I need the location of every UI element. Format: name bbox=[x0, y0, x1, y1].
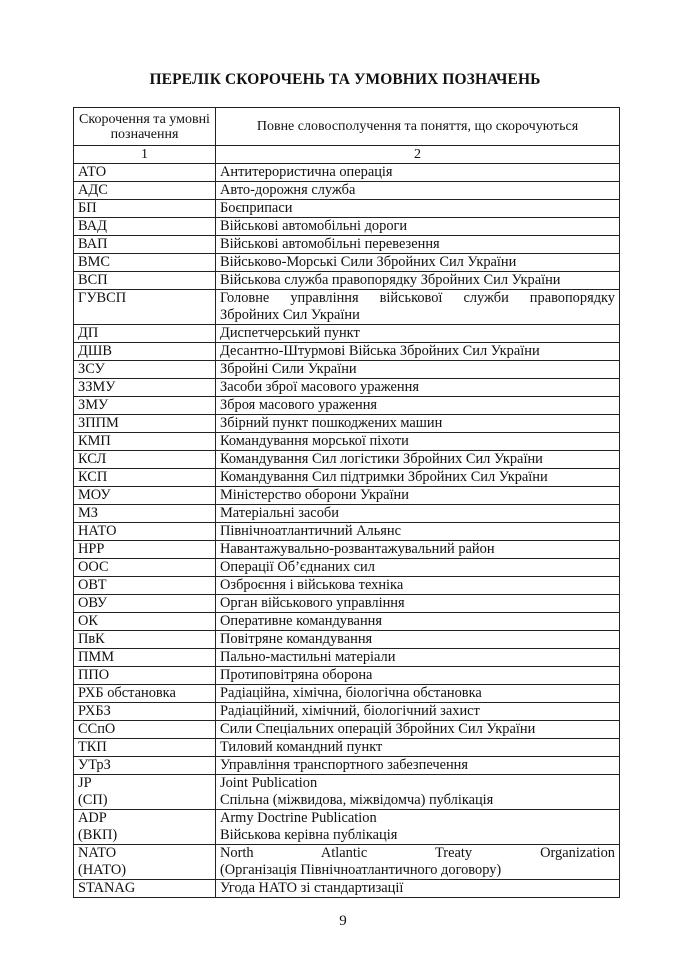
full-term-cell bbox=[216, 505, 620, 523]
full-term-cell bbox=[216, 200, 620, 218]
abbreviation-cell bbox=[74, 541, 216, 559]
abbreviation-text: ЗМУ bbox=[78, 397, 109, 413]
full-term-cell bbox=[216, 397, 620, 415]
full-term-text: Орган військового управління bbox=[220, 595, 405, 611]
full-term-text: North Atlantic Treaty Organization bbox=[220, 845, 615, 861]
full-term-text: Командування морської піхоти bbox=[220, 433, 409, 449]
abbreviation-text: КСЛ bbox=[78, 451, 107, 467]
full-term-text: Командування Сил підтримки Збройних Сил України bbox=[220, 469, 548, 485]
full-term-cell bbox=[216, 272, 620, 290]
full-term-text: Боєприпаси bbox=[220, 200, 293, 216]
full-term-text: Army Doctrine Publication bbox=[220, 810, 377, 826]
abbreviation-cell bbox=[74, 164, 216, 182]
abbreviation-cell bbox=[74, 325, 216, 343]
table-row bbox=[74, 415, 620, 433]
abbreviation-cell bbox=[74, 631, 216, 649]
full-term-text: Зброя масового ураження bbox=[220, 397, 378, 413]
abbreviation-cell bbox=[74, 721, 216, 739]
table-header-row bbox=[74, 108, 620, 146]
table-row bbox=[74, 685, 620, 703]
table-row bbox=[74, 397, 620, 415]
abbreviation-text: ОК bbox=[78, 613, 98, 629]
abbreviation-text: (НАТО) bbox=[78, 862, 127, 878]
abbreviation-text: АДС bbox=[78, 182, 108, 198]
table-row bbox=[74, 775, 620, 810]
table-row bbox=[74, 559, 620, 577]
abbreviation-text: ССпО bbox=[78, 721, 116, 737]
table-row bbox=[74, 739, 620, 757]
abbreviation-cell bbox=[74, 595, 216, 613]
full-term-text: Десантно-Штурмові Війська Збройних Сил України bbox=[220, 343, 540, 359]
abbreviation-cell bbox=[74, 290, 216, 325]
full-term-text: Радіаційний, хімічний, біологічний захист bbox=[220, 703, 480, 719]
table-row bbox=[74, 631, 620, 649]
abbreviation-text: НРР bbox=[78, 541, 105, 557]
abbreviation-text: ПвК bbox=[78, 631, 105, 647]
abbreviation-text: ПММ bbox=[78, 649, 114, 665]
table-row bbox=[74, 649, 620, 667]
abbreviation-cell bbox=[74, 559, 216, 577]
abbreviation-cell bbox=[74, 775, 216, 810]
abbreviations-table bbox=[73, 107, 620, 898]
table-row bbox=[74, 505, 620, 523]
full-term-cell bbox=[216, 667, 620, 685]
header-full-term: Повне словосполучення та поняття, що скорочуються bbox=[216, 108, 620, 146]
abbreviation-text: ППО bbox=[78, 667, 110, 683]
abbreviation-text: ООС bbox=[78, 559, 109, 575]
full-term-cell bbox=[216, 541, 620, 559]
full-term-cell bbox=[216, 487, 620, 505]
abbreviation-text: МОУ bbox=[78, 487, 111, 503]
abbreviation-text: АТО bbox=[78, 164, 107, 180]
table-row bbox=[74, 343, 620, 361]
full-term-text: Авто-дорожня служба bbox=[220, 182, 356, 198]
abbreviation-text: БП bbox=[78, 200, 97, 216]
abbreviation-cell bbox=[74, 415, 216, 433]
table-row bbox=[74, 469, 620, 487]
abbreviation-text: ВСП bbox=[78, 272, 108, 288]
abbreviation-cell bbox=[74, 810, 216, 845]
page-number: 9 bbox=[339, 913, 347, 929]
abbreviation-cell bbox=[74, 613, 216, 631]
full-term-text: Засоби зброї масового ураження bbox=[220, 379, 419, 395]
full-term-text: Протиповітряна оборона bbox=[220, 667, 373, 683]
full-term-text: Збройних Сил України bbox=[220, 307, 360, 323]
table-row bbox=[74, 325, 620, 343]
abbreviation-cell bbox=[74, 272, 216, 290]
full-term-cell bbox=[216, 685, 620, 703]
abbreviation-cell bbox=[74, 236, 216, 254]
abbreviation-cell bbox=[74, 433, 216, 451]
abbreviation-text: РХБ обстановка bbox=[78, 685, 176, 701]
table-row bbox=[74, 577, 620, 595]
full-term-text: Військово-Морські Сили Збройних Сил України bbox=[220, 254, 517, 270]
abbreviation-text: ОВУ bbox=[78, 595, 108, 611]
full-term-text: Військова керівна публікація bbox=[220, 827, 398, 843]
abbreviation-text: ЗСУ bbox=[78, 361, 105, 377]
full-term-text: Сили Спеціальних операцій Збройних Сил України bbox=[220, 721, 536, 737]
abbreviation-cell bbox=[74, 200, 216, 218]
abbreviation-cell bbox=[74, 505, 216, 523]
table-row bbox=[74, 451, 620, 469]
abbreviation-cell bbox=[74, 845, 216, 880]
full-term-cell bbox=[216, 361, 620, 379]
full-term-text: Військові автомобільні перевезення bbox=[220, 236, 440, 252]
column-number-1: 1 bbox=[74, 146, 216, 164]
page-title: ПЕРЕЛІК СКОРОЧЕНЬ ТА УМОВНИХ ПОЗНАЧЕНЬ bbox=[149, 71, 541, 88]
abbreviation-text: ВАП bbox=[78, 236, 108, 252]
table-row bbox=[74, 379, 620, 397]
full-term-cell bbox=[216, 343, 620, 361]
full-term-text: Антитерористична операція bbox=[220, 164, 393, 180]
abbreviation-cell bbox=[74, 739, 216, 757]
abbreviation-text: ДП bbox=[78, 325, 99, 341]
full-term-text: Повітряне командування bbox=[220, 631, 373, 647]
abbreviation-text: ВМС bbox=[78, 254, 110, 270]
full-term-text: Навантажувально-розвантажувальний район bbox=[220, 541, 495, 557]
table-row bbox=[74, 182, 620, 200]
table-row bbox=[74, 595, 620, 613]
abbreviation-text: (ВКП) bbox=[78, 827, 118, 843]
full-term-cell bbox=[216, 236, 620, 254]
full-term-cell bbox=[216, 182, 620, 200]
full-term-cell bbox=[216, 757, 620, 775]
abbreviation-cell bbox=[74, 487, 216, 505]
full-term-cell bbox=[216, 595, 620, 613]
table-row bbox=[74, 254, 620, 272]
abbreviation-text: ТКП bbox=[78, 739, 107, 755]
abbreviation-text: РХБЗ bbox=[78, 703, 111, 719]
full-term-text: Радіаційна, хімічна, біологічна обстановка bbox=[220, 685, 482, 701]
abbreviation-text: ЗЗМУ bbox=[78, 379, 116, 395]
full-term-text: Головне управління військової служби правопорядку bbox=[220, 290, 615, 306]
table-row bbox=[74, 757, 620, 775]
full-term-cell bbox=[216, 218, 620, 236]
table-row bbox=[74, 845, 620, 880]
full-term-cell bbox=[216, 613, 620, 631]
abbreviation-text: JP bbox=[78, 775, 92, 791]
full-term-cell bbox=[216, 290, 620, 325]
abbreviation-cell bbox=[74, 685, 216, 703]
table-row bbox=[74, 810, 620, 845]
full-term-cell bbox=[216, 254, 620, 272]
full-term-cell bbox=[216, 721, 620, 739]
table-row bbox=[74, 218, 620, 236]
abbreviation-cell bbox=[74, 469, 216, 487]
abbreviation-text: NATO bbox=[78, 845, 117, 861]
full-term-text: Диспетчерський пункт bbox=[220, 325, 360, 341]
full-term-cell bbox=[216, 631, 620, 649]
full-term-text: Озброєння і військова техніка bbox=[220, 577, 404, 593]
full-term-cell bbox=[216, 845, 620, 880]
full-term-text: Збірний пункт пошкоджених машин bbox=[220, 415, 443, 431]
full-term-cell bbox=[216, 559, 620, 577]
full-term-cell bbox=[216, 325, 620, 343]
table-row bbox=[74, 361, 620, 379]
table-row bbox=[74, 200, 620, 218]
full-term-cell bbox=[216, 379, 620, 397]
abbreviation-text: КСП bbox=[78, 469, 108, 485]
full-term-text: Угода НАТО зі стандартизації bbox=[220, 880, 404, 896]
table-row bbox=[74, 703, 620, 721]
abbreviation-text: (СП) bbox=[78, 792, 108, 808]
table-row bbox=[74, 433, 620, 451]
header-abbreviation: Скорочення та умовні позначення bbox=[74, 108, 216, 146]
full-term-text: Збройні Сили України bbox=[220, 361, 357, 377]
abbreviation-cell bbox=[74, 182, 216, 200]
table-row bbox=[74, 236, 620, 254]
full-term-cell bbox=[216, 703, 620, 721]
abbreviation-text: ЗППМ bbox=[78, 415, 119, 431]
column-number-2: 2 bbox=[216, 146, 620, 164]
table-row bbox=[74, 523, 620, 541]
full-term-text: Північноатлантичний Альянс bbox=[220, 523, 402, 539]
full-term-cell bbox=[216, 523, 620, 541]
full-term-text: Оперативне командування bbox=[220, 613, 382, 629]
full-term-text: Joint Publication bbox=[220, 775, 318, 791]
abbreviation-cell bbox=[74, 880, 216, 898]
table-row bbox=[74, 290, 620, 325]
full-term-cell bbox=[216, 577, 620, 595]
abbreviation-text: ОВТ bbox=[78, 577, 107, 593]
full-term-text: Управління транспортного забезпечення bbox=[220, 757, 468, 773]
abbreviation-cell bbox=[74, 379, 216, 397]
abbreviation-cell bbox=[74, 343, 216, 361]
abbreviation-cell bbox=[74, 361, 216, 379]
full-term-text: Міністерство оборони України bbox=[220, 487, 409, 503]
table-row bbox=[74, 164, 620, 182]
full-term-text: (Організація Північноатлантичного договору) bbox=[220, 862, 502, 878]
table-row bbox=[74, 880, 620, 898]
abbreviation-cell bbox=[74, 649, 216, 667]
full-term-text: Спільна (міжвидова, міжвідомча) публікація bbox=[220, 792, 494, 808]
abbreviation-cell bbox=[74, 523, 216, 541]
full-term-cell bbox=[216, 433, 620, 451]
abbreviation-cell bbox=[74, 703, 216, 721]
abbreviation-text: ADP bbox=[78, 810, 107, 826]
full-term-cell bbox=[216, 775, 620, 810]
full-term-text: Матеріальні засоби bbox=[220, 505, 339, 521]
full-term-text: Військові автомобільні дороги bbox=[220, 218, 408, 234]
full-term-text: Пально-мастильні матеріали bbox=[220, 649, 396, 665]
abbreviation-cell bbox=[74, 397, 216, 415]
full-term-text: Операції Об’єднаних сил bbox=[220, 559, 375, 575]
abbreviation-cell bbox=[74, 667, 216, 685]
full-term-text: Військова служба правопорядку Збройних Сил України bbox=[220, 272, 561, 288]
full-term-text: Командування Сил логістики Збройних Сил України bbox=[220, 451, 543, 467]
table-body bbox=[74, 164, 620, 898]
full-term-text: Тиловий командний пункт bbox=[220, 739, 383, 755]
abbreviation-text: НАТО bbox=[78, 523, 117, 539]
abbreviation-text: КМП bbox=[78, 433, 111, 449]
abbreviation-text: STANAG bbox=[78, 880, 136, 896]
full-term-cell bbox=[216, 880, 620, 898]
abbreviation-text: ВАД bbox=[78, 218, 107, 234]
abbreviation-cell bbox=[74, 218, 216, 236]
full-term-cell bbox=[216, 469, 620, 487]
full-term-cell bbox=[216, 164, 620, 182]
abbreviation-text: УТрЗ bbox=[78, 757, 111, 773]
table-column-numbers bbox=[74, 146, 620, 164]
abbreviation-cell bbox=[74, 757, 216, 775]
full-term-cell bbox=[216, 451, 620, 469]
abbreviation-text: МЗ bbox=[78, 505, 99, 521]
abbreviation-cell bbox=[74, 254, 216, 272]
abbreviation-text: ДШВ bbox=[78, 343, 112, 359]
table-row bbox=[74, 667, 620, 685]
table-row bbox=[74, 272, 620, 290]
full-term-cell bbox=[216, 415, 620, 433]
table-row bbox=[74, 721, 620, 739]
full-term-cell bbox=[216, 810, 620, 845]
table-row bbox=[74, 613, 620, 631]
abbreviation-cell bbox=[74, 451, 216, 469]
full-term-cell bbox=[216, 739, 620, 757]
full-term-cell bbox=[216, 649, 620, 667]
table-row bbox=[74, 541, 620, 559]
abbreviation-text: ГУВСП bbox=[78, 290, 127, 306]
table-row bbox=[74, 487, 620, 505]
abbreviation-cell bbox=[74, 577, 216, 595]
